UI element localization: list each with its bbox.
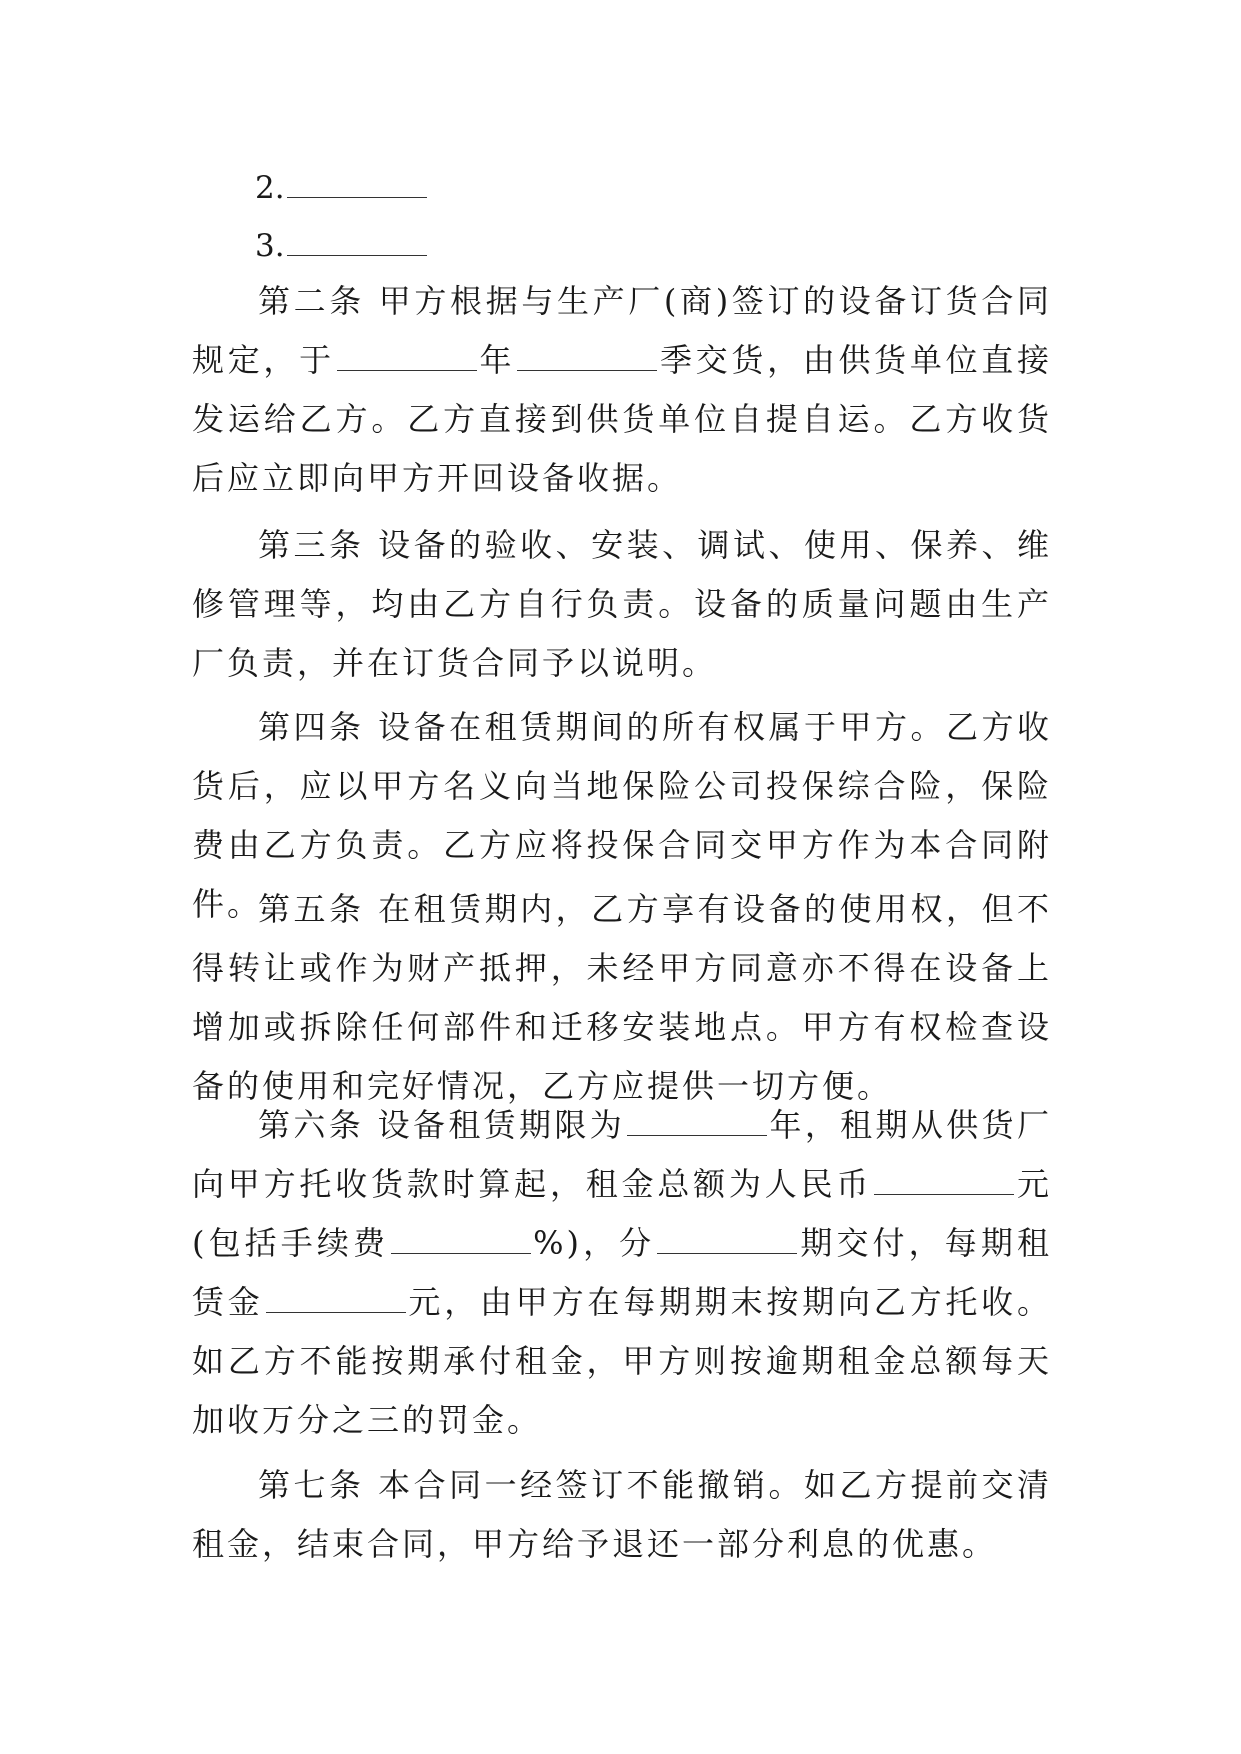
article-2-part-3: 季交货，由供货单位直接发运给乙方。乙方直接到供货单位自提自运。乙方收货后应立即向甲方开回设备收据。: [192, 341, 1052, 497]
blank-line: [391, 1227, 531, 1254]
list-item-2: [255, 168, 429, 208]
blank-line: [266, 1286, 406, 1313]
list-number-3: 3.: [255, 228, 285, 264]
article-6: [192, 1096, 1052, 1450]
article-7: 第七条 本合同一经签订不能撤销。如乙方提前交清租金，结束合同，甲方给予退还一部分利息的优惠。: [192, 1466, 1052, 1563]
article-6-part-6: 元，由甲方在每期期末按期向乙方托收。如乙方不能按期承付租金，甲方则按逾期租金总额每天加收万分之三的罚金。: [192, 1283, 1052, 1439]
article-5: 第五条 在租赁期内，乙方享有设备的使用权，但不得转让或作为财产抵押，未经甲方同意亦不得在设备上增加或拆除任何部件和迁移安装地点。甲方有权检查设备的使用和完好情况，乙方应提供一切方便。: [192, 890, 1052, 1105]
article-6-part-1: 第六条 设备租赁期限为: [258, 1106, 626, 1144]
blank-line: [337, 344, 477, 371]
list-item-3: [255, 226, 429, 266]
blank-line: [287, 171, 427, 198]
article-2: [192, 272, 1052, 508]
list-number-2: 2.: [255, 170, 285, 206]
article-6-part-5: 期交付，每期租赁金: [192, 1224, 1052, 1321]
blank-line: [874, 1168, 1014, 1195]
article-6-part-3: 元(包括手续费: [192, 1165, 1052, 1262]
article-6-part-4: %)，分: [533, 1224, 656, 1262]
article-4: 第四条 设备在租赁期间的所有权属于甲方。乙方收货后，应以甲方名义向当地保险公司投保综合险，保险费由乙方负责。乙方应将投保合同交甲方作为本合同附件。: [192, 708, 1052, 923]
blank-line: [627, 1109, 767, 1136]
article-2-part-2: 年: [478, 341, 516, 379]
article-2-part-1: 第二条 甲方根据与生产厂(商)签订的设备订货合同规定，于: [192, 282, 1052, 379]
blank-line: [657, 1227, 797, 1254]
article-6-part-2: 年，租期从供货厂向甲方托收货款时算起，租金总额为人民币: [192, 1106, 1052, 1203]
blank-line: [517, 344, 657, 371]
blank-line: [287, 229, 427, 256]
article-3: 第三条 设备的验收、安装、调试、使用、保养、维修管理等，均由乙方自行负责。设备的质量问题由生产厂负责，并在订货合同予以说明。: [192, 526, 1052, 682]
